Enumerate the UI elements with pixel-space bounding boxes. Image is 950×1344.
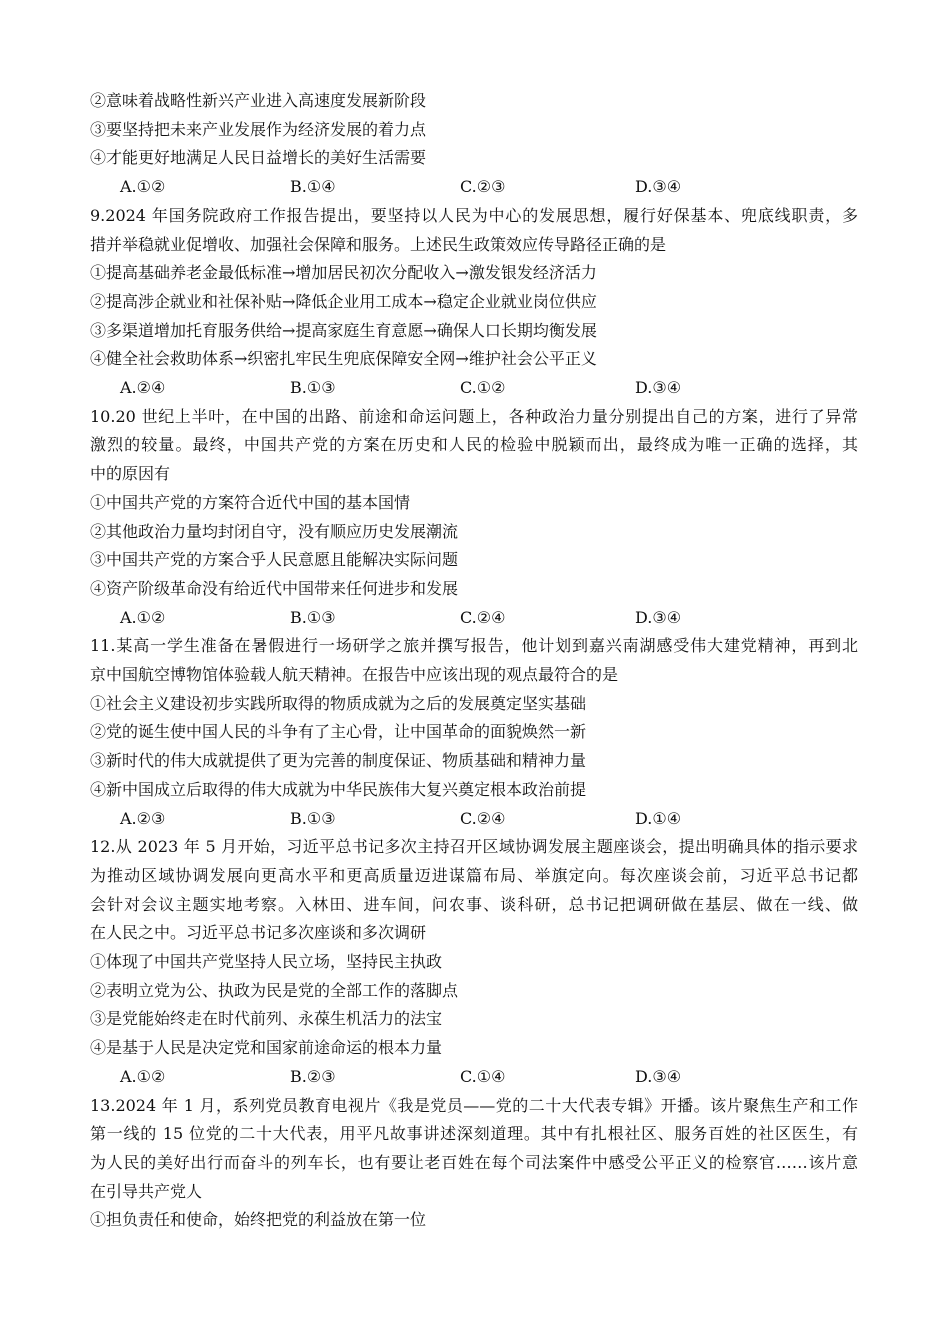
question-stem-line: 激烈的较量。最终，中国共产党的方案在历史和人民的检验中脱颖而出，最终成为唯一正确的选择，其 xyxy=(90,435,858,455)
choice-option-c: C.②④ xyxy=(460,808,506,828)
question-stem-line: 中的原因有 xyxy=(90,464,171,484)
choice-option-d: D.③④ xyxy=(635,607,682,627)
question-stem-line: 为推动区域协调发展向更高水平和更高质量迈进谋篇布局、举旗定向。每次座谈会前，习近平总书记都 xyxy=(90,865,858,885)
answer-statement: ④才能更好地满足人民日益增长的美好生活需要 xyxy=(90,148,427,168)
answer-statement: ③多渠道增加托育服务供给→提高家庭生育意愿→确保人口长期均衡发展 xyxy=(90,320,597,340)
answer-statement: ①体现了中国共产党坚持人民立场，坚持民主执政 xyxy=(90,952,443,971)
choice-option-d: D.③④ xyxy=(635,177,682,197)
answer-statement: ①担负责任和使命，始终把党的利益放在第一位 xyxy=(90,1210,427,1230)
answer-statement: ③中国共产党的方案合乎人民意愿且能解决实际问题 xyxy=(90,550,459,570)
question-stem-line: 10.20 世纪上半叶，在中国的出路、前途和命运问题上，各种政治力量分别提出自己的方案，进行了异常 xyxy=(90,406,858,426)
answer-statement: ①社会主义建设初步实践所取得的物质成就为之后的发展奠定坚实基础 xyxy=(90,693,587,713)
choice-options-row xyxy=(90,607,858,629)
question-stem-line: 措并举稳就业促增收、加强社会保障和服务。上述民生政策效应传导路径正确的是 xyxy=(90,234,667,254)
question-stem-line: 在引导共产党人 xyxy=(90,1181,203,1201)
answer-statement: ②表明立党为公、执政为民是党的全部工作的落脚点 xyxy=(90,980,459,1000)
question-stem-line: 在人民之中。习近平总书记多次座谈和多次调研 xyxy=(90,923,427,943)
choice-option-c: C.①④ xyxy=(460,1066,506,1086)
choice-option-b: B.①③ xyxy=(290,808,336,828)
choice-options-row xyxy=(90,808,858,830)
choice-option-b: B.②③ xyxy=(290,1066,336,1086)
answer-statement: ④是基于人民是决定党和国家前途命运的根本力量 xyxy=(90,1038,443,1058)
answer-statement: ④资产阶级革命没有给近代中国带来任何进步和发展 xyxy=(90,578,459,598)
choice-option-d: D.③④ xyxy=(635,378,682,397)
answer-statement: ①中国共产党的方案符合近代中国的基本国情 xyxy=(90,492,411,512)
question-stem-line: 13.2024 年 1 月，系列党员教育电视片《我是党员——党的二十大代表专辑》开播。该片聚焦生产和工作 xyxy=(90,1095,858,1115)
choice-options-row xyxy=(90,176,858,198)
choice-options-row xyxy=(90,1066,858,1088)
choice-option-b: B.①④ xyxy=(290,177,336,197)
choice-option-c: C.①② xyxy=(460,378,506,397)
choice-option-b: B.①③ xyxy=(290,607,336,627)
answer-statement: ②提高涉企就业和社保补贴→降低企业用工成本→稳定企业就业岗位供应 xyxy=(90,291,597,311)
question-stem-line: 会针对会议主题实地考察。入林田、进车间，问农事、谈科研，总书记把调研做在基层、做在一线、做 xyxy=(90,894,858,914)
choice-option-a: A.①② xyxy=(120,607,166,627)
choice-option-a: A.①② xyxy=(120,1066,166,1086)
answer-statement: ③是党能始终走在时代前列、永葆生机活力的法宝 xyxy=(90,1009,443,1029)
question-stem-line: 11.某高一学生准备在暑假进行一场研学之旅并撰写报告，他计划到嘉兴南湖感受伟大建党精神，再到北 xyxy=(90,636,858,656)
choice-option-c: C.②③ xyxy=(460,177,506,197)
answer-statement: ②党的诞生使中国人民的斗争有了主心骨，让中国革命的面貌焕然一新 xyxy=(90,722,587,742)
choice-option-d: D.③④ xyxy=(635,1066,682,1086)
choice-option-d: D.①④ xyxy=(635,808,682,828)
choice-option-a: A.②③ xyxy=(120,808,166,828)
choice-option-a: A.①② xyxy=(120,177,166,197)
answer-statement: ④新中国成立后取得的伟大成就为中华民族伟大复兴奠定根本政治前提 xyxy=(90,779,587,799)
question-stem-line: 京中国航空博物馆体验载人航天精神。在报告中应该出现的观点最符合的是 xyxy=(90,665,619,684)
question-stem-line: 9.2024 年国务院政府工作报告提出，要坚持以人民为中心的发展思想，履行好保基本、兜底线职责，多 xyxy=(90,205,858,225)
answer-statement: ③新时代的伟大成就提供了更为完善的制度保证、物质基础和精神力量 xyxy=(90,751,587,771)
choice-option-b: B.①③ xyxy=(290,378,336,397)
question-stem-line: 为人民的美好出行而奋斗的列车长，也有要让老百姓在每个司法案件中感受公平正义的检察官……该片意 xyxy=(90,1152,858,1172)
choice-option-a: A.②④ xyxy=(120,378,166,397)
choice-options-row xyxy=(90,377,858,399)
answer-statement: ②意味着战略性新兴产业进入高速度发展新阶段 xyxy=(90,91,427,110)
answer-statement: ③要坚持把未来产业发展作为经济发展的着力点 xyxy=(90,119,427,139)
question-stem-line: 12.从 2023 年 5 月开始，习近平总书记多次主持召开区域协调发展主题座谈会，提出明确具体的指示要求 xyxy=(90,837,858,857)
choice-option-c: C.②④ xyxy=(460,607,506,627)
answer-statement: ②其他政治力量均封闭自守，没有顺应历史发展潮流 xyxy=(90,521,459,541)
answer-statement: ④健全社会救助体系→织密扎牢民生兜底保障安全网→维护社会公平正义 xyxy=(90,349,597,369)
answer-statement: ①提高基础养老金最低标准→增加居民初次分配收入→激发银发经济活力 xyxy=(90,263,597,283)
question-stem-line: 第一线的 15 位党的二十大代表，用平凡故事讲述深刻道理。其中有扎根社区、服务百姓的社区医生，有 xyxy=(90,1124,858,1144)
